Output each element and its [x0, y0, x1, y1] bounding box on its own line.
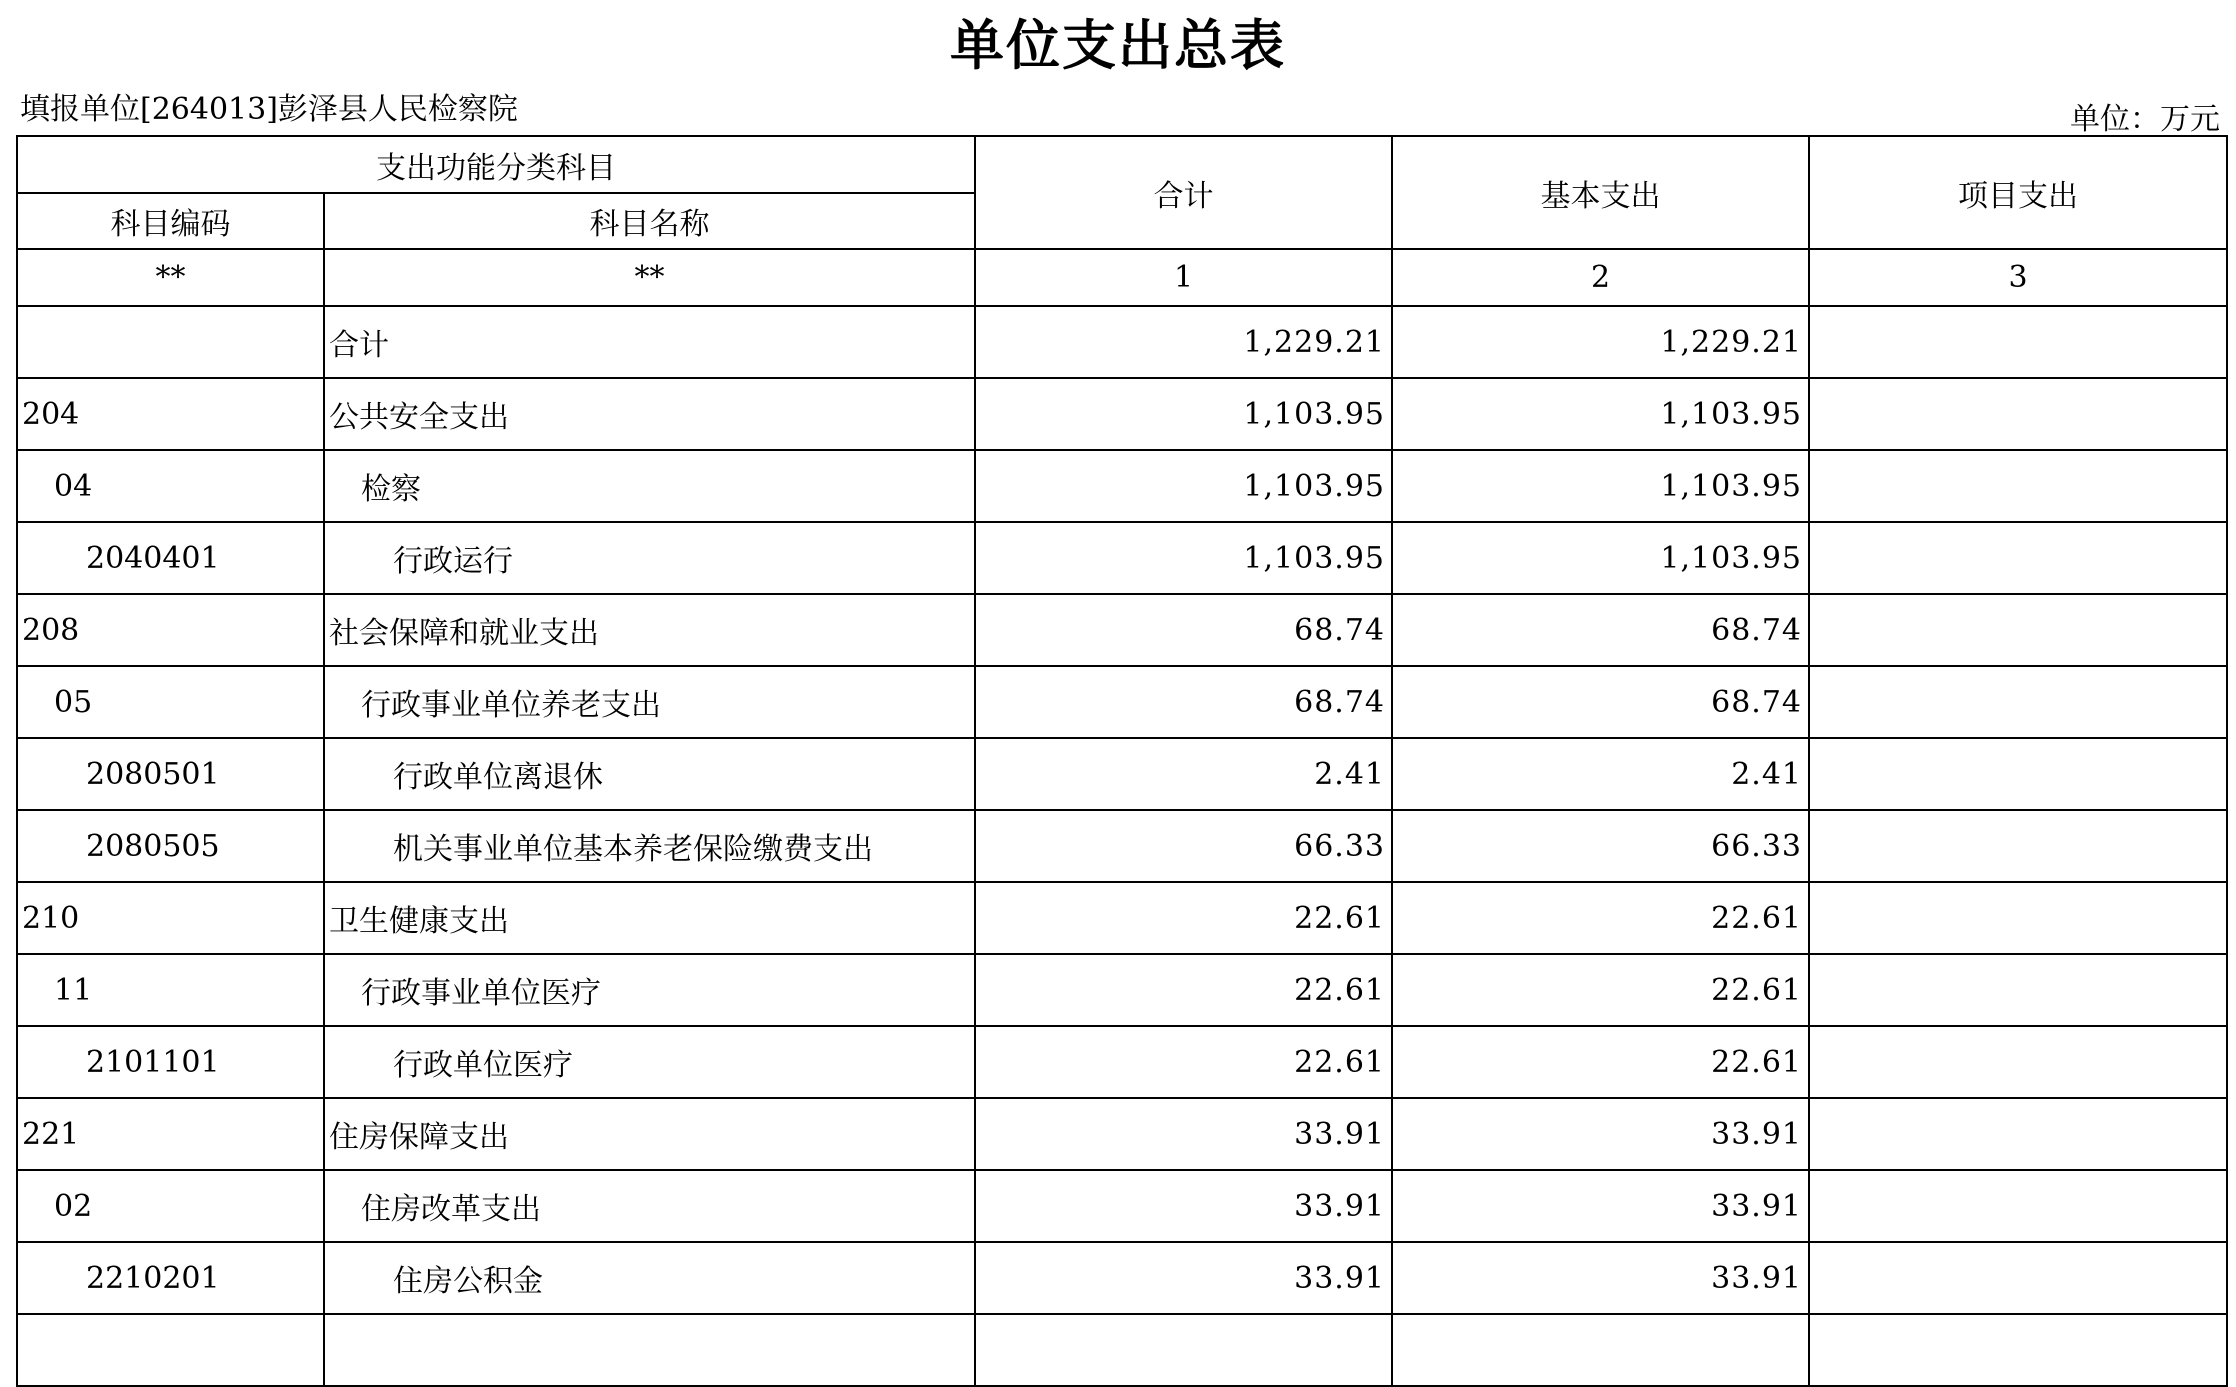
index-basic: 2	[1392, 249, 1809, 306]
row-basic: 33.91	[1392, 1170, 1809, 1242]
row-code	[17, 306, 324, 378]
row-project	[1809, 306, 2227, 378]
table-row	[17, 810, 2227, 882]
row-code: 208	[17, 594, 324, 666]
header-name: 科目名称	[324, 193, 975, 249]
row-basic: 1,103.95	[1392, 522, 1809, 594]
row-name: 机关事业单位基本养老保险缴费支出	[324, 810, 975, 882]
row-code: 2040401	[17, 522, 324, 594]
index-project: 3	[1809, 249, 2227, 306]
row-total: 2.41	[975, 738, 1392, 810]
row-total: 1,103.95	[975, 378, 1392, 450]
table-row	[17, 378, 2227, 450]
row-code: 11	[17, 954, 324, 1026]
row-code: 05	[17, 666, 324, 738]
row-code: 2101101	[17, 1026, 324, 1098]
header-code: 科目编码	[17, 193, 324, 249]
row-name: 行政事业单位养老支出	[324, 666, 975, 738]
row-total: 1,229.21	[975, 306, 1392, 378]
row-code: 221	[17, 1098, 324, 1170]
table-row	[17, 522, 2227, 594]
row-total: 68.74	[975, 594, 1392, 666]
row-name: 行政单位离退休	[324, 738, 975, 810]
row-project	[1809, 522, 2227, 594]
table-row	[17, 1170, 2227, 1242]
index-name: **	[324, 249, 975, 306]
row-code: 2080505	[17, 810, 324, 882]
table-row	[17, 738, 2227, 810]
row-total: 22.61	[975, 882, 1392, 954]
header-total: 合计	[975, 136, 1392, 249]
row-code: 204	[17, 378, 324, 450]
row-code: 02	[17, 1170, 324, 1242]
header-index-row	[17, 249, 2227, 306]
row-basic	[1392, 1314, 1809, 1386]
row-total: 66.33	[975, 810, 1392, 882]
header-project-expenditure: 项目支出	[1809, 136, 2227, 249]
row-project	[1809, 1242, 2227, 1314]
reporting-unit-label: 填报单位[264013]彭泽县人民检察院	[20, 92, 518, 127]
row-total: 22.61	[975, 954, 1392, 1026]
row-basic: 1,229.21	[1392, 306, 1809, 378]
row-name: 检察	[324, 450, 975, 522]
row-name: 合计	[324, 306, 975, 378]
row-basic: 22.61	[1392, 954, 1809, 1026]
currency-unit-label: 单位：万元	[2070, 102, 2220, 137]
row-name: 住房公积金	[324, 1242, 975, 1314]
row-basic: 1,103.95	[1392, 378, 1809, 450]
row-project	[1809, 1098, 2227, 1170]
row-code: 2080501	[17, 738, 324, 810]
row-name: 卫生健康支出	[324, 882, 975, 954]
index-total: 1	[975, 249, 1392, 306]
row-basic: 22.61	[1392, 882, 1809, 954]
row-project	[1809, 882, 2227, 954]
row-project	[1809, 810, 2227, 882]
row-basic: 33.91	[1392, 1098, 1809, 1170]
expenditure-table	[16, 135, 2228, 1387]
row-name: 社会保障和就业支出	[324, 594, 975, 666]
row-project	[1809, 666, 2227, 738]
row-total: 22.61	[975, 1026, 1392, 1098]
table-row	[17, 594, 2227, 666]
row-total	[975, 1314, 1392, 1386]
row-total: 68.74	[975, 666, 1392, 738]
row-project	[1809, 1314, 2227, 1386]
table-row	[17, 1098, 2227, 1170]
row-project	[1809, 1026, 2227, 1098]
row-project	[1809, 594, 2227, 666]
row-project	[1809, 1170, 2227, 1242]
row-basic: 68.74	[1392, 666, 1809, 738]
index-code: **	[17, 249, 324, 306]
row-name: 行政单位医疗	[324, 1026, 975, 1098]
row-total: 1,103.95	[975, 522, 1392, 594]
row-project	[1809, 738, 2227, 810]
row-total: 33.91	[975, 1170, 1392, 1242]
row-name: 行政事业单位医疗	[324, 954, 975, 1026]
row-name	[324, 1314, 975, 1386]
row-code	[17, 1314, 324, 1386]
row-name: 公共安全支出	[324, 378, 975, 450]
table-row	[17, 954, 2227, 1026]
header-function-category: 支出功能分类科目	[17, 136, 975, 193]
row-project	[1809, 450, 2227, 522]
table-row	[17, 450, 2227, 522]
row-basic: 1,103.95	[1392, 450, 1809, 522]
table-row	[17, 1242, 2227, 1314]
row-code: 210	[17, 882, 324, 954]
row-project	[1809, 378, 2227, 450]
table-row	[17, 1314, 2227, 1386]
row-basic: 2.41	[1392, 738, 1809, 810]
row-basic: 22.61	[1392, 1026, 1809, 1098]
row-code: 2210201	[17, 1242, 324, 1314]
table-row	[17, 666, 2227, 738]
row-project	[1809, 954, 2227, 1026]
row-code: 04	[17, 450, 324, 522]
row-total: 1,103.95	[975, 450, 1392, 522]
table-row	[17, 1026, 2227, 1098]
table-row	[17, 306, 2227, 378]
row-basic: 66.33	[1392, 810, 1809, 882]
header-row-1	[17, 136, 2227, 193]
row-name: 住房保障支出	[324, 1098, 975, 1170]
row-name: 住房改革支出	[324, 1170, 975, 1242]
header-basic-expenditure: 基本支出	[1392, 136, 1809, 249]
table-row	[17, 882, 2227, 954]
page-title: 单位支出总表	[950, 13, 1286, 77]
row-basic: 33.91	[1392, 1242, 1809, 1314]
row-total: 33.91	[975, 1098, 1392, 1170]
row-basic: 68.74	[1392, 594, 1809, 666]
row-name: 行政运行	[324, 522, 975, 594]
row-total: 33.91	[975, 1242, 1392, 1314]
